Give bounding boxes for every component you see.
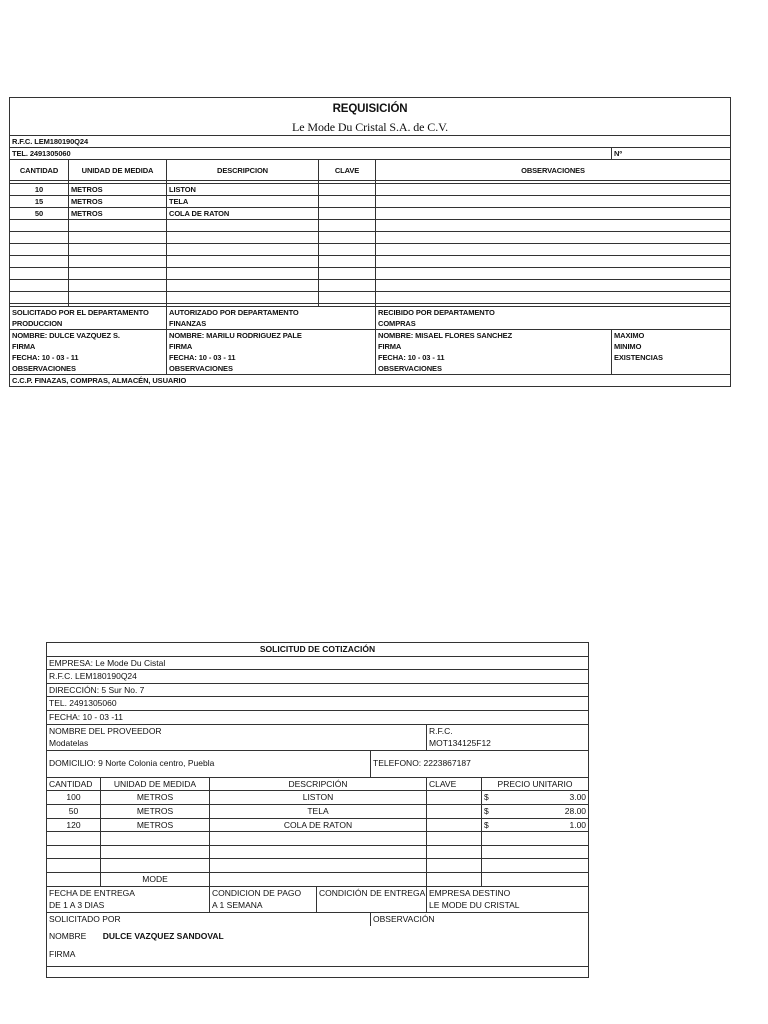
cot-empresa-destino-label: EMPRESA DESTINO: [427, 886, 589, 899]
table-row: [47, 859, 589, 873]
cot-fecha: FECHA: 10 - 03 -11: [47, 710, 589, 724]
req-tel: TEL. 2491305060: [10, 148, 612, 160]
req-cell-descripcion: LISTON: [167, 184, 319, 196]
table-row: [47, 804, 589, 818]
req-ccp: C.C.P. FINAZAS, COMPRAS, ALMACÉN, USUARIO: [10, 375, 731, 387]
req-header-observaciones: OBSERVACIONES: [376, 160, 731, 181]
cot-cell-clave: [427, 791, 482, 805]
req-cell-observaciones: [376, 196, 731, 208]
cot-cell-clave: [427, 818, 482, 832]
cot-tel: TEL. 2491305060: [47, 697, 589, 711]
req-cell-descripcion: COLA DE RATON: [167, 208, 319, 220]
table-row: [10, 292, 731, 304]
cot-empresa: EMPRESA: Le Mode Du Cistal: [47, 656, 589, 670]
req-company: Le Mode Du Cristal S.A. de C.V.: [10, 120, 731, 136]
req-solicitado-line2: PRODUCCION: [10, 318, 167, 330]
req-cell-observaciones: [376, 208, 731, 220]
req-autorizado-line2: FINANZAS: [167, 318, 376, 330]
table-row: [47, 845, 589, 859]
cot-proveedor-label: NOMBRE DEL PROVEEDOR: [47, 724, 427, 737]
req-autorizado-nombre: NOMBRE: MARILU RODRIGUEZ PALE: [167, 330, 376, 342]
currency-symbol: $: [484, 819, 489, 830]
req-autorizado-firma: FIRMA: [167, 341, 376, 352]
req-cell-cantidad: 50: [10, 208, 69, 220]
cot-header-unidad: UNIDAD DE MEDIDA: [101, 777, 210, 791]
req-solicitado-fecha: FECHA: 10 - 03 - 11: [10, 352, 167, 363]
cot-cell-descripcion: TELA: [210, 804, 427, 818]
req-cell-clave: [319, 184, 376, 196]
req-rfc: R.F.C. LEM180190Q24: [10, 136, 731, 148]
table-row: [47, 791, 589, 805]
table-row: [10, 244, 731, 256]
req-cell-unidad: METROS: [69, 208, 167, 220]
price-value: 28.00: [564, 805, 587, 816]
req-recibido-firma: FIRMA: [376, 341, 612, 352]
table-row: [10, 256, 731, 268]
cot-condicion-entrega: [317, 899, 427, 912]
req-solicitado-firma: FIRMA: [10, 341, 167, 352]
cot-cell-precio: [482, 818, 589, 832]
req-solicitado-observaciones: OBSERVACIONES: [10, 363, 167, 375]
table-row: [10, 232, 731, 244]
req-header-clave: CLAVE: [319, 160, 376, 181]
price-value: 1.00: [569, 819, 587, 830]
cot-condicion-pago-label: CONDICION DE PAGO: [210, 886, 317, 899]
req-cell-clave: [319, 208, 376, 220]
cot-cell-precio: [482, 804, 589, 818]
req-title: REQUISICIÓN: [10, 98, 731, 121]
req-recibido-line1: RECIBIDO POR DEPARTAMENTO: [376, 307, 731, 319]
req-existencias: EXISTENCIAS: [612, 352, 731, 363]
req-header-cantidad: CANTIDAD: [10, 160, 69, 181]
cot-header-descripcion: DESCRIPCIÓN: [210, 777, 427, 791]
cot-cell-unidad: METROS: [101, 804, 210, 818]
cot-header-clave: CLAVE: [427, 777, 482, 791]
cot-domicilio: DOMICILIO: 9 Norte Colonia centro, Puebla: [47, 750, 371, 777]
cot-fecha-entrega: DE 1 A 3 DIAS: [47, 899, 210, 912]
cot-condicion-entrega-label: CONDICIÓN DE ENTREGA: [317, 886, 427, 899]
cot-cell-cantidad: 120: [47, 818, 101, 832]
req-solicitado-line1: SOLICITADO POR EL DEPARTAMENTO: [10, 307, 167, 319]
cot-title: SOLICITUD DE COTIZACIÓN: [47, 643, 589, 657]
req-cell-cantidad: 10: [10, 184, 69, 196]
cot-rfc-label: R.F.C.: [427, 724, 589, 737]
table-row: [10, 280, 731, 292]
req-cell-unidad: METROS: [69, 184, 167, 196]
table-row: [47, 818, 589, 832]
req-cell-clave: [319, 196, 376, 208]
req-header-descripcion: DESCRIPCION: [167, 160, 319, 181]
cot-condicion-pago: A 1 SEMANA: [210, 899, 317, 912]
cot-cell-precio: [482, 791, 589, 805]
cot-header-precio: PRECIO UNITARIO: [482, 777, 589, 791]
cot-header-cantidad: CANTIDAD: [47, 777, 101, 791]
table-row: [10, 208, 731, 220]
cot-nombre-row: [47, 926, 589, 948]
cot-observacion-label: OBSERVACIÓN: [371, 912, 589, 926]
cot-fecha-entrega-label: FECHA DE ENTREGA: [47, 886, 210, 899]
table-row: [10, 196, 731, 208]
cot-proveedor: Modatelas: [47, 737, 427, 750]
req-minimo: MINIMO: [612, 341, 731, 352]
req-number: Nº: [612, 148, 731, 160]
req-autorizado-line1: AUTORIZADO POR DEPARTAMENTO: [167, 307, 376, 319]
cot-cell-unidad: METROS: [101, 791, 210, 805]
cot-cell-descripcion: COLA DE RATON: [210, 818, 427, 832]
cot-firma-label: FIRMA: [47, 948, 589, 967]
currency-symbol: $: [484, 792, 489, 803]
req-recibido-fecha: FECHA: 10 - 03 - 11: [376, 352, 612, 363]
cot-cell-clave: [427, 804, 482, 818]
req-cell-observaciones: [376, 184, 731, 196]
table-row: [10, 184, 731, 196]
req-recibido-line2: COMPRAS: [376, 318, 731, 330]
cot-empresa-destino: LE MODE DU CRISTAL: [427, 899, 589, 912]
req-cell-descripcion: TELA: [167, 196, 319, 208]
req-autorizado-observaciones: OBSERVACIONES: [167, 363, 376, 375]
cot-solicitado-label: SOLICITADO POR: [47, 912, 371, 926]
cot-mode: MODE: [101, 872, 210, 886]
cot-cell-descripcion: LISTON: [210, 791, 427, 805]
cot-nombre-label: NOMBRE: [49, 931, 87, 942]
req-recibido-nombre: NOMBRE: MISAEL FLORES SANCHEZ: [376, 330, 612, 342]
req-header-unidad: UNIDAD DE MEDIDA: [69, 160, 167, 181]
currency-symbol: $: [484, 805, 489, 816]
price-value: 3.00: [569, 792, 587, 803]
cot-nombre: DULCE VAZQUEZ SANDOVAL: [102, 931, 224, 942]
cot-telefono: TELEFONO: 2223867187: [371, 750, 589, 777]
req-solicitado-nombre: NOMBRE: DULCE VAZQUEZ S.: [10, 330, 167, 342]
cot-cell-cantidad: 50: [47, 804, 101, 818]
cot-firma-space: [47, 966, 589, 977]
cot-cell-cantidad: 100: [47, 791, 101, 805]
req-maximo: MAXIMO: [612, 330, 731, 342]
req-cell-cantidad: 15: [10, 196, 69, 208]
cotizacion-form: [46, 642, 589, 978]
table-row: [10, 268, 731, 280]
req-cell-unidad: METROS: [69, 196, 167, 208]
req-existencias-blank: [612, 363, 731, 375]
req-autorizado-fecha: FECHA: 10 - 03 - 11: [167, 352, 376, 363]
table-row: [10, 220, 731, 232]
cot-rfc-proveedor: MOT134125F12: [427, 737, 589, 750]
requisicion-form: [9, 97, 731, 387]
req-recibido-observaciones: OBSERVACIONES: [376, 363, 612, 375]
cot-direccion: DIRECCIÓN: 5 Sur No. 7: [47, 683, 589, 697]
cot-cell-unidad: METROS: [101, 818, 210, 832]
cot-rfc: R.F.C. LEM180190Q24: [47, 670, 589, 684]
table-row: [47, 832, 589, 846]
